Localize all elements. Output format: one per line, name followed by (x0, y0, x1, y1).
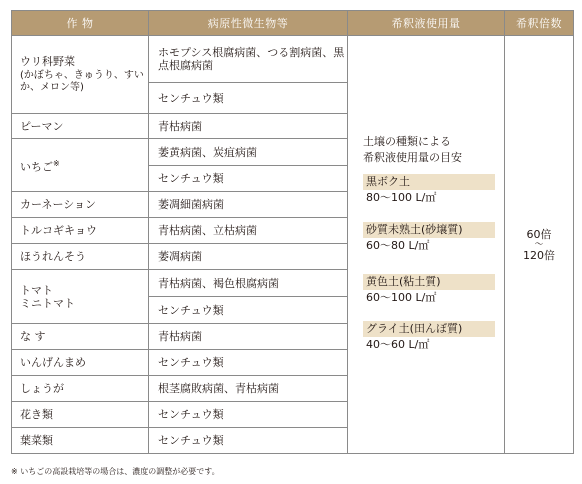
soil-value: 40～60 L/㎡ (366, 338, 430, 351)
table-row (12, 36, 574, 83)
header-dilution-ratio: 希釈倍数 (505, 11, 574, 36)
pathogen-cell: 青枯病菌、褐色根腐病菌 (149, 270, 348, 297)
crop-cell (12, 139, 149, 192)
dilution-ratio-cell (505, 36, 574, 454)
soil-name: グライ土(田んぼ質) (363, 321, 495, 337)
header-pathogen: 病原性微生物等 (149, 11, 348, 36)
crop-name-line2: ミニトマト (20, 296, 75, 310)
pathogen-cell: 根茎腐敗病菌、青枯病菌 (149, 376, 348, 402)
soil-name: 黄色土(粘土質) (363, 274, 495, 290)
crop-cell: ピーマン (12, 114, 149, 139)
dilution-min: 60倍 (526, 227, 552, 241)
soil-value: 60～100 L/㎡ (366, 291, 437, 304)
soil-guide-title (363, 134, 503, 166)
soil-item (363, 174, 495, 206)
pathogen-cell: ホモプシス根腐病菌、つる割病菌、黒点根腐病菌 (149, 36, 348, 83)
pathogen-cell: 青枯病菌 (149, 114, 348, 139)
pathogen-cell: 青枯病菌 (149, 324, 348, 350)
pathogen-cell: 青枯病菌、立枯病菌 (149, 218, 348, 244)
dilution-amount-cell (348, 36, 505, 454)
soil-item (363, 274, 495, 306)
pathogen-cell: 萎凋細菌病菌 (149, 192, 348, 218)
soil-name: 砂質未熟土(砂壌質) (363, 222, 495, 238)
crop-cell: ほうれんそう (12, 244, 149, 270)
crop-name: いちご (20, 160, 53, 174)
soil-guide-line2: 希釈液使用量の目安 (363, 151, 462, 164)
crop-examples: (かぼちゃ、きゅうり、すいか、メロン等) (20, 70, 144, 93)
dilution-table (11, 10, 574, 454)
crop-cell: 花き類 (12, 402, 149, 428)
footnote: ※ いちごの高設栽培等の場合は、濃度の調整が必要です。 (11, 467, 220, 476)
soil-name: 黒ボク土 (363, 174, 495, 190)
pathogen-cell: 萎凋病菌 (149, 244, 348, 270)
crop-cell: トルコギキョウ (12, 218, 149, 244)
header-row (12, 11, 574, 36)
pathogen-cell: センチュウ類 (149, 83, 348, 114)
header-crop: 作 物 (12, 11, 149, 36)
soil-value: 80～100 L/㎡ (366, 191, 437, 204)
crop-name: ウリ科野菜 (20, 55, 75, 68)
pathogen-cell: センチュウ類 (149, 297, 348, 324)
header-dilution-amount: 希釈液使用量 (348, 11, 505, 36)
pathogen-cell: センチュウ類 (149, 428, 348, 454)
pathogen-cell: 萎黄病菌、炭疽病菌 (149, 139, 348, 166)
crop-cell (12, 36, 149, 114)
soil-item (363, 222, 495, 254)
soil-item (363, 321, 495, 353)
dilution-tilde: ～ (534, 239, 544, 250)
dilution-max: 120倍 (523, 248, 555, 262)
pathogen-cell: センチュウ類 (149, 402, 348, 428)
soil-value: 60～80 L/㎡ (366, 239, 430, 252)
crop-cell: な す (12, 324, 149, 350)
pathogen-cell: センチュウ類 (149, 350, 348, 376)
crop-cell: いんげんまめ (12, 350, 149, 376)
crop-name: トマト (20, 283, 53, 297)
footnote-mark: ※ (53, 158, 60, 168)
crop-cell: しょうが (12, 376, 149, 402)
soil-guide-line1: 土壌の種類による (363, 135, 451, 148)
crop-cell: 葉菜類 (12, 428, 149, 454)
crop-cell: カーネーション (12, 192, 149, 218)
crop-cell (12, 270, 149, 324)
pathogen-cell: センチュウ類 (149, 166, 348, 192)
